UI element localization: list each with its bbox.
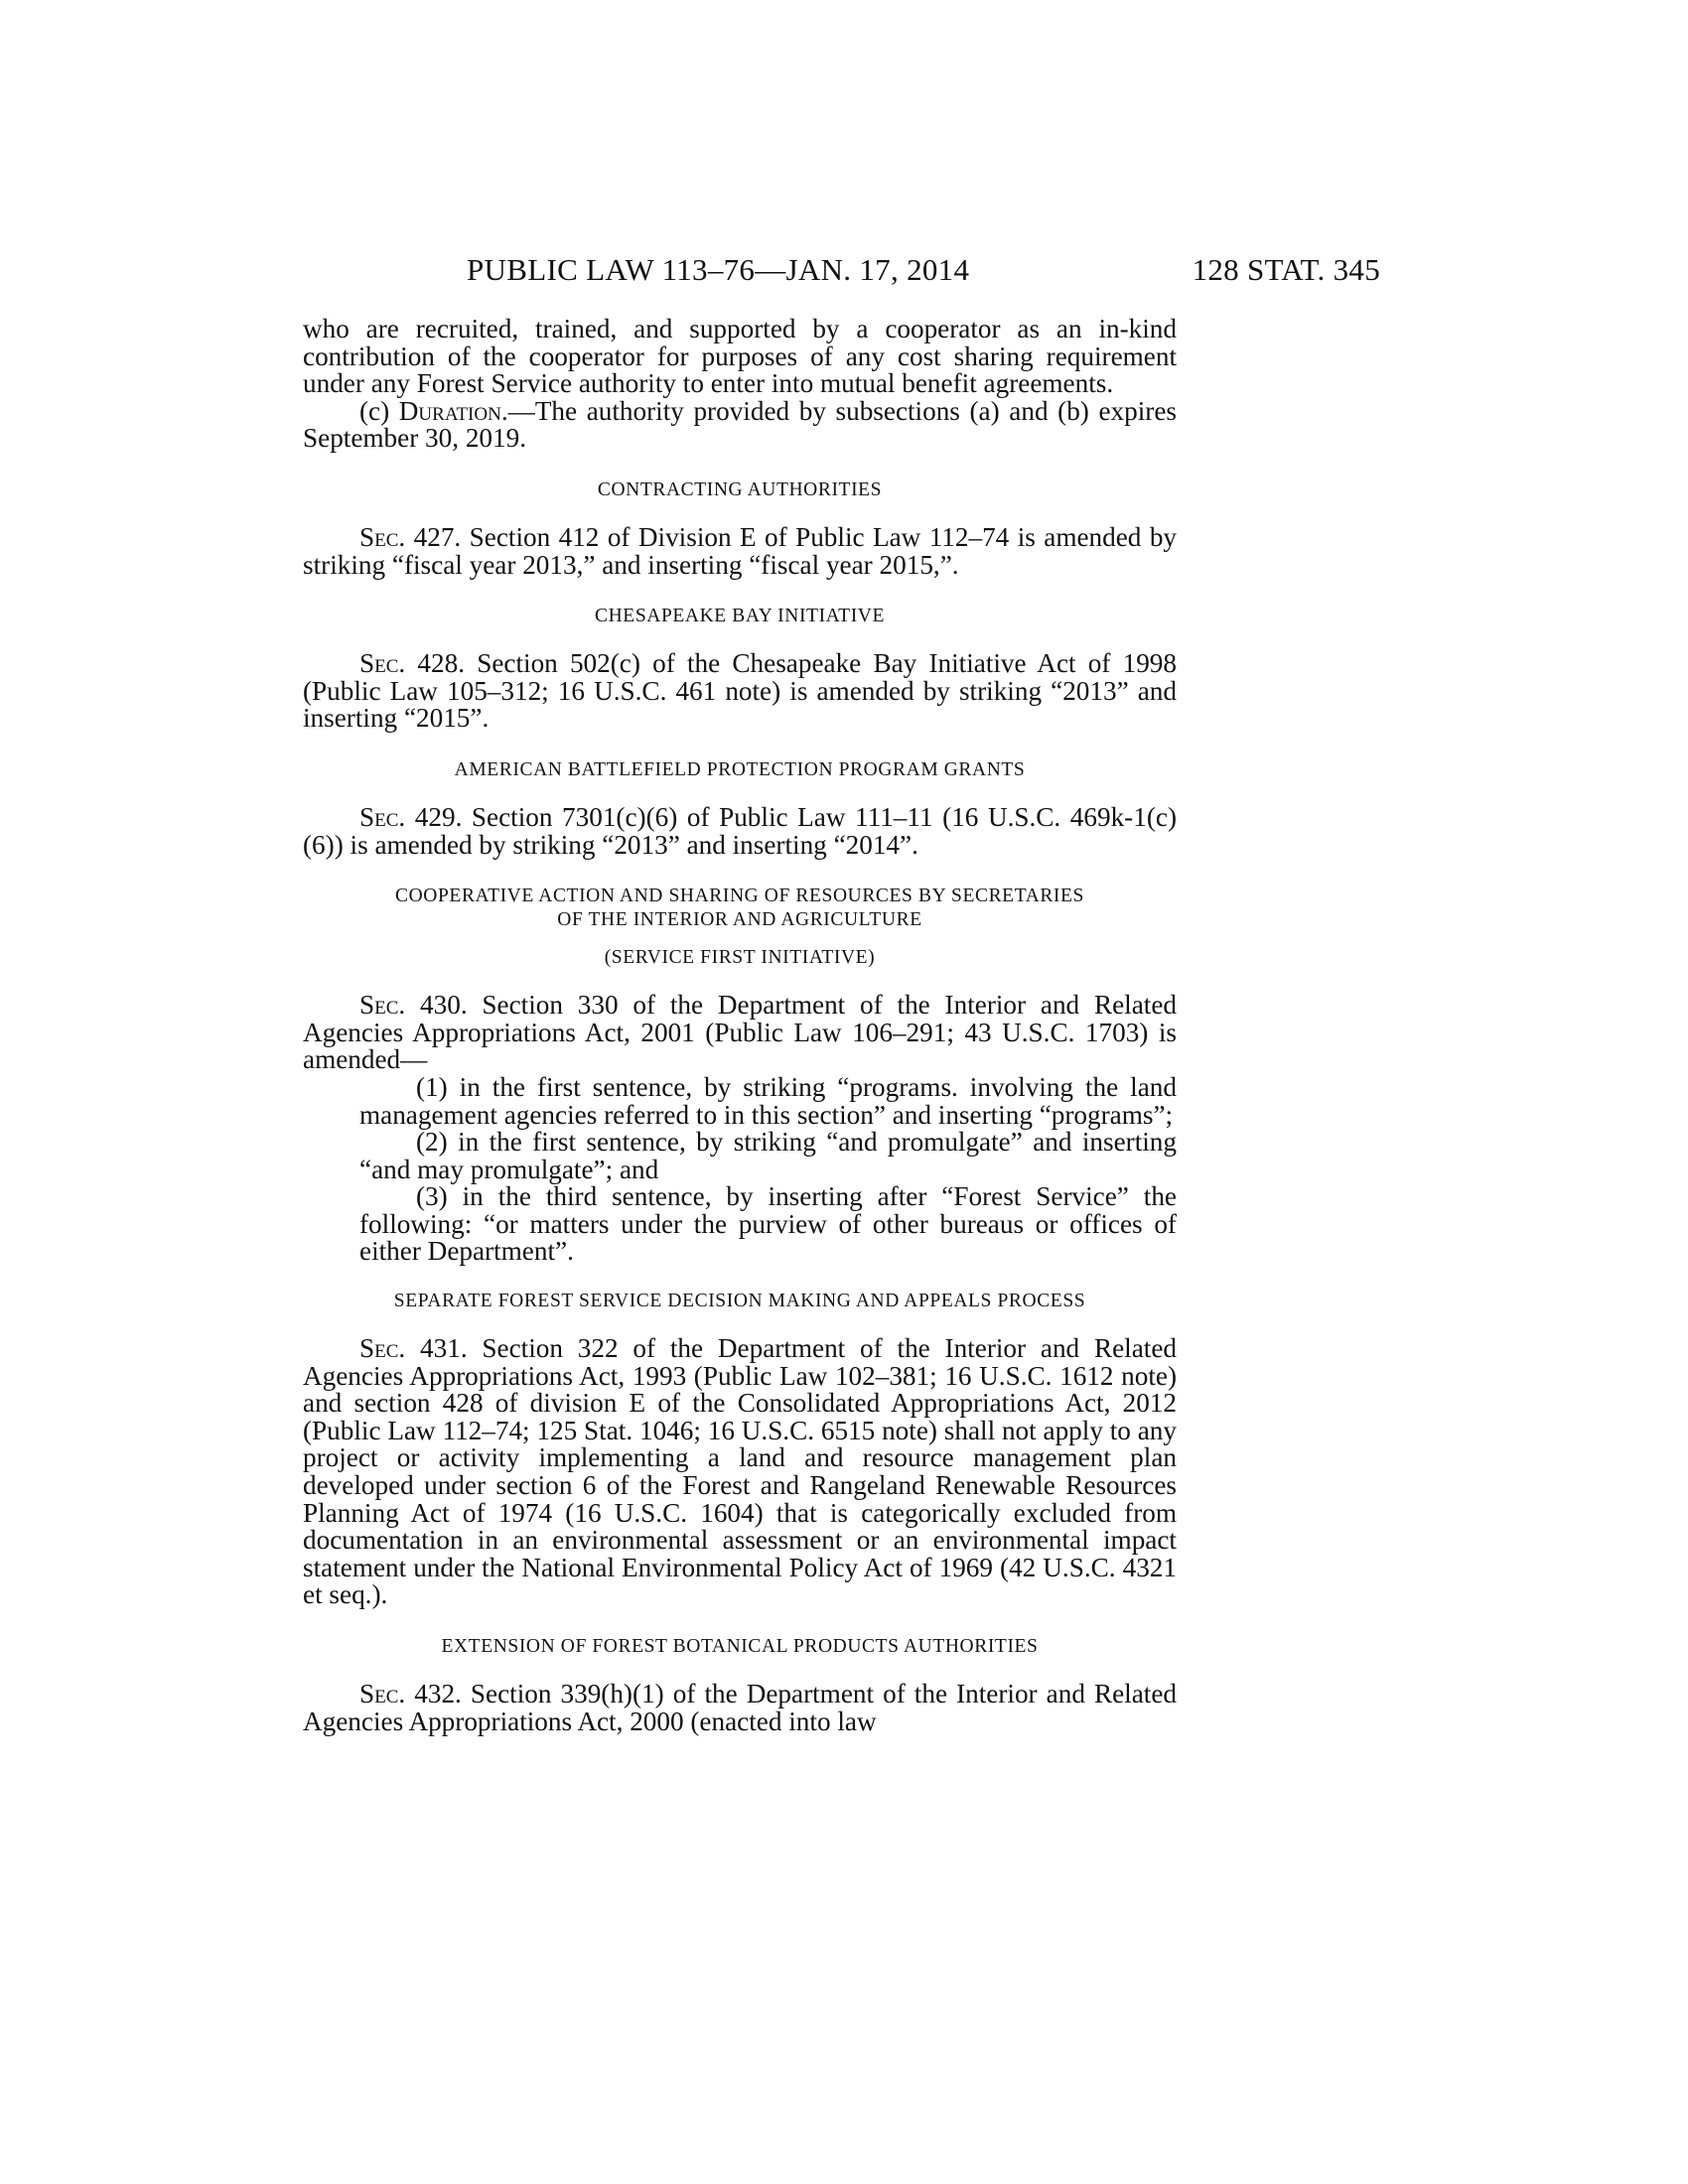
section-428-text: 428. Section 502(c) of the Chesapeake Bay Initiative Act of 1998 (Public Law 105–312; 16 U.S.C. 461 note) is amended by striking “2013” and inserting “2015”. — [303, 648, 1177, 734]
running-header — [303, 250, 1380, 290]
heading-cooperative-action-line1: COOPERATIVE ACTION AND SHARING OF RESOURCES BY SECRETARIES — [395, 886, 1084, 907]
heading-cooperative-action-line2: OF THE INTERIOR AND AGRICULTURE — [557, 909, 922, 931]
section-427-text: 427. Section 412 of Division E of Public Law 112–74 is amended by striking “fiscal year 2013,” and inserting “fiscal year 2015,”. — [303, 521, 1178, 580]
header-title: PUBLIC LAW 113–76—JAN. 17, 2014 — [467, 252, 970, 287]
duration-text: The authority provided by subsections (a) and (b) expires September 30, 2019. — [303, 395, 1177, 454]
continued-paragraph: who are recruited, trained, and supported by a cooperator as an in-kind contribution of the cooperator for purposes of any cost sharing requirement under any Forest Service authority to enter into mutual benefit agreements. — [303, 314, 1177, 399]
section-430: Sec. 430. Section 330 of the Department of the Interior and Related Agencies Appropriations Act, 2001 (Public Law 106–291; 43 U.S.C. 1703) is amended— — [303, 990, 1178, 1075]
heading-separate-forest-service: SEPARATE FOREST SERVICE DECISION MAKING AND APPEALS PROCESS — [393, 1291, 1086, 1312]
section-432: Sec. 432. Section 339(h)(1) of the Department of the Interior and Related Agencies Appropriations Act, 2000 (enacted into law — [303, 1679, 1177, 1736]
heading-battlefield-protection: AMERICAN BATTLEFIELD PROTECTION PROGRAM GRANTS — [454, 758, 1026, 780]
document-body — [303, 316, 1177, 1735]
section-432-text: 432. Section 339(h)(1) of the Department of the Interior and Related Agencies Appropriations Act, 2000 (enacted into law — [303, 1679, 1177, 1736]
section-431: Sec. 431. Section 322 of the Department of the Interior and Related Agencies Appropriations Act, 1993 (Public Law 102–381; 16 U.S.C. 1612 note) and section 428 of division E of the Consolidated Appropriations Act, 2012 (Public Law 112–74; 125 Stat. 1046; 16 U.S.C. 6515 note) shall not apply to any project or activity implementing a land and resource management plan developed under section 6 of the Forest and Rangeland Renewable Resources Planning Act of 1974 (16 U.S.C. 1604) that is categorically excluded from documentation in an environmental assessment or an environmental impact statement under the National Environmental Policy Act of 1969 (42 U.S.C. 4321 et seq.). — [303, 1333, 1178, 1610]
section-431-text: 431. Section 322 of the Department of the Interior and Related Agencies Appropriations Act, 1993 (Public Law 102–381; 16 U.S.C. 1612 note) and section 428 of division E of the Consolidated Appropriations Act, 2012 (Public Law 112–74; 125 Stat. 1046; 16 U.S.C. 6515 note) shall not apply to any project or activity implementing a land and resource management plan developed under section 6 of the Forest and Rangeland Renewable Resources Planning Act of 1974 (16 U.S.C. 1604) that is categorically excluded from documentation in an environmental assessment or an environmental impact statement under the National Environmental Policy Act of 1969 (42 U.S.C. 4321 et seq.). — [303, 1333, 1178, 1610]
heading-forest-botanical-products: EXTENSION OF FOREST BOTANICAL PRODUCTS AUTHORITIES — [441, 1636, 1039, 1657]
section-430-paragraph-1: (1) in the first sentence, by striking “programs. involving the land management agencies referred to in this section” and inserting “programs”; — [359, 1071, 1177, 1130]
section-430-paragraph-3: (3) in the third sentence, by inserting after “Forest Service” the following: “or matters under the purview of other bureaus or offices of either Department”. — [359, 1181, 1177, 1267]
section-430-text: 430. Section 330 of the Department of the Interior and Related Agencies Appropriations Act, 2001 (Public Law 106–291; 43 U.S.C. 1703) is amended— — [303, 990, 1178, 1075]
section-428: Sec. 428. Section 502(c) of the Chesapeake Bay Initiative Act of 1998 (Public Law 105–312; 16 U.S.C. 461 note) is amended by striking “2013” and inserting “2015”. — [303, 648, 1177, 734]
heading-service-first: (SERVICE FIRST INITIATIVE) — [604, 947, 876, 969]
section-429-text: 429. Section 7301(c)(6) of Public Law 111–11 (16 U.S.C. 469k-1(c)(6)) is amended by striking “2013” and inserting “2014”. — [303, 801, 1177, 860]
section-430-paragraph-2: (2) in the first sentence, by striking “and promulgate” and inserting “and may promulgate”; and — [359, 1127, 1177, 1184]
section-427: Sec. 427. Section 412 of Division E of Public Law 112–74 is amended by striking “fiscal year 2013,” and inserting “fiscal year 2015,”. — [303, 521, 1178, 580]
subsection-c-duration: (c) Duration.—The authority provided by subsections (a) and (b) expires September 30, 2019. — [303, 395, 1177, 454]
section-429: Sec. 429. Section 7301(c)(6) of Public Law 111–11 (16 U.S.C. 469k-1(c)(6)) is amended by striking “2013” and inserting “2014”. — [303, 801, 1177, 860]
header-page-number: 128 STAT. 345 — [1192, 252, 1380, 287]
heading-contracting-authorities: CONTRACTING AUTHORITIES — [597, 478, 883, 500]
heading-chesapeake-bay: CHESAPEAKE BAY INITIATIVE — [595, 606, 885, 627]
duration-label: Duration — [398, 395, 501, 426]
